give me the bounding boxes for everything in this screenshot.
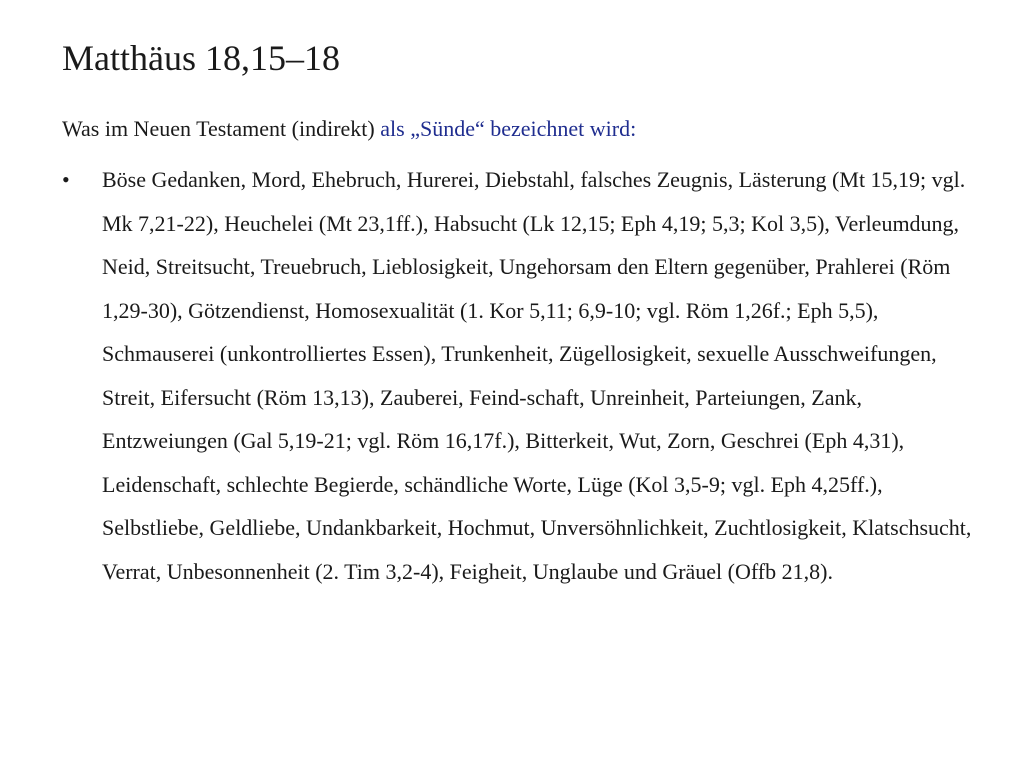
bullet-text: Böse Gedanken, Mord, Ehebruch, Hurerei, Diebstahl, falsches Zeugnis, Lästerung (Mt 15,19; vgl. Mk 7,21-22), Heuchelei (Mt 23,1ff.), Habsucht (Lk 12,15; Eph 4,19; 5,3; Kol 3,5), Verleumdung, Neid, Streitsucht, Treuebruch, Lieblosigkeit, Ungehorsam den Eltern gegenüber, Prahlerei (Röm 1,29-30), Götzendienst, Homosexualität (1. Kor 5,11; 6,9-10; vgl. Röm 1,26f.; Eph 5,5), Schmauserei (unkontrolliertes Essen), Trunkenheit, Zügellosigkeit, sexuelle Ausschweifungen, Streit, Eifersucht (Röm 13,13), Zauberei, Feind-schaft, Unreinheit, Parteiungen, Zank, Entzweiungen (Gal 5,19-21; vgl. Röm 16,17f.), Bitterkeit, Wut, Zorn, Geschrei (Eph 4,31), Leidenschaft, schlechte Begierde, schändliche Worte, Lüge (Kol 3,5-9; vgl. Eph 4,25ff.), Selbstliebe, Geldliebe, Undankbarkeit, Hochmut, Unversöhnlichkeit, Zuchtlosigkeit, Klatschsucht, Verrat, Unbesonnenheit (2. Tim 3,2-4), Feigheit, Unglaube und Gräuel (Offb 21,8). <box>102 167 972 584</box>
slide-subtitle <box>62 114 636 144</box>
bullet-marker: • <box>62 167 70 192</box>
subtitle-highlight: als „Sünde“ bezeichnet wird: <box>380 116 637 141</box>
subtitle-lead: Was im Neuen Testament (indirekt) <box>62 116 381 141</box>
slide-title: Matthäus 18,15–18 <box>62 38 340 78</box>
